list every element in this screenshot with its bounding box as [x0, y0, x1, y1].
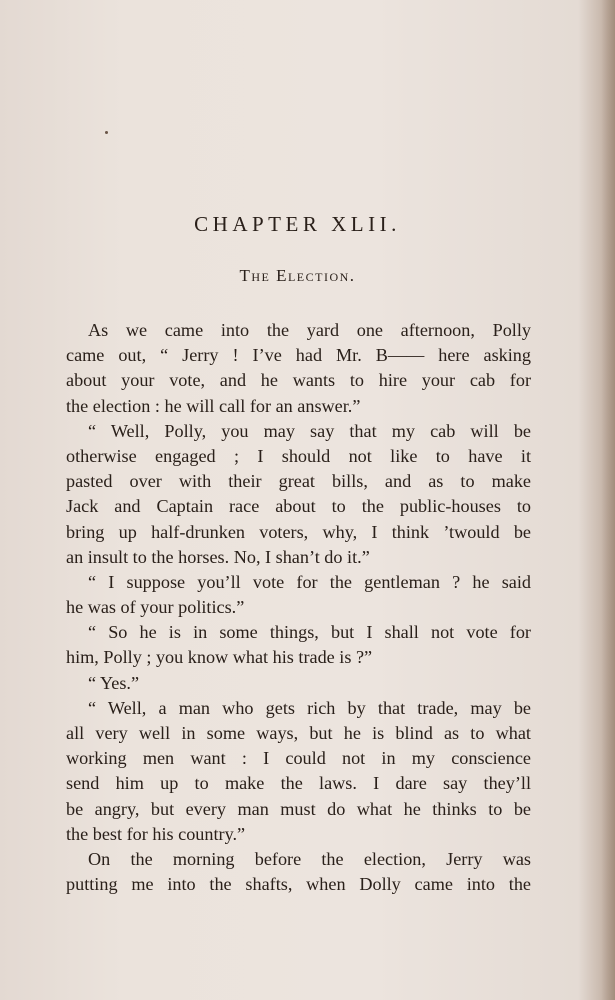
text-line: “ Well, a man who gets rich by that trade, may be — [88, 697, 531, 718]
text-line: he was of your politics.” — [66, 597, 245, 618]
text-line: him, Polly ; you know what his trade is ?” — [66, 647, 373, 668]
paper-speck — [105, 131, 108, 134]
text-line: “ Well, Polly, you may say that my cab will be — [88, 420, 531, 441]
text-line: an insult to the horses. No, I shan’t do it.” — [66, 546, 370, 567]
text-line: otherwise engaged ; I should not like to have it — [66, 445, 531, 466]
text-line: Jack and Captain race about to the public-houses to — [66, 496, 531, 517]
text-line: came out, “ Jerry ! I’ve had Mr. B—— here asking — [66, 345, 531, 366]
text-line: all very well in some ways, but he is blind as to what — [66, 723, 531, 743]
text-line: “ So he is in some things, but I shall not vote for — [88, 622, 531, 643]
text-line: “ I suppose you’ll vote for the gentleman ? he said — [88, 571, 531, 592]
text-line: putting me into the shafts, when Dolly came into the — [66, 874, 531, 895]
chapter-body — [66, 318, 531, 897]
page-edge-shadow — [601, 0, 615, 1000]
text-line: “ Yes.” — [88, 672, 140, 693]
text-line: send him up to make the laws. I dare say they’ll — [66, 773, 531, 794]
chapter-title: The Election. — [239, 266, 356, 285]
text-line: bring up half-drunken voters, why, I think ’twould be — [66, 521, 531, 542]
text-line: the election : he will call for an answer.” — [66, 395, 361, 416]
text-line: about your vote, and he wants to hire your cab for — [66, 370, 531, 391]
text-line: As we came into the yard one afternoon, Polly — [88, 320, 531, 340]
text-line: the best for his country.” — [66, 823, 246, 844]
text-line: working men want : I could not in my conscience — [66, 748, 531, 769]
text-line: On the morning before the election, Jerry was — [88, 848, 531, 869]
chapter-heading: CHAPTER XLII. — [194, 212, 401, 236]
text-line: be angry, but every man must do what he thinks to be — [66, 798, 531, 819]
text-line: pasted over with their great bills, and as to make — [66, 471, 531, 492]
